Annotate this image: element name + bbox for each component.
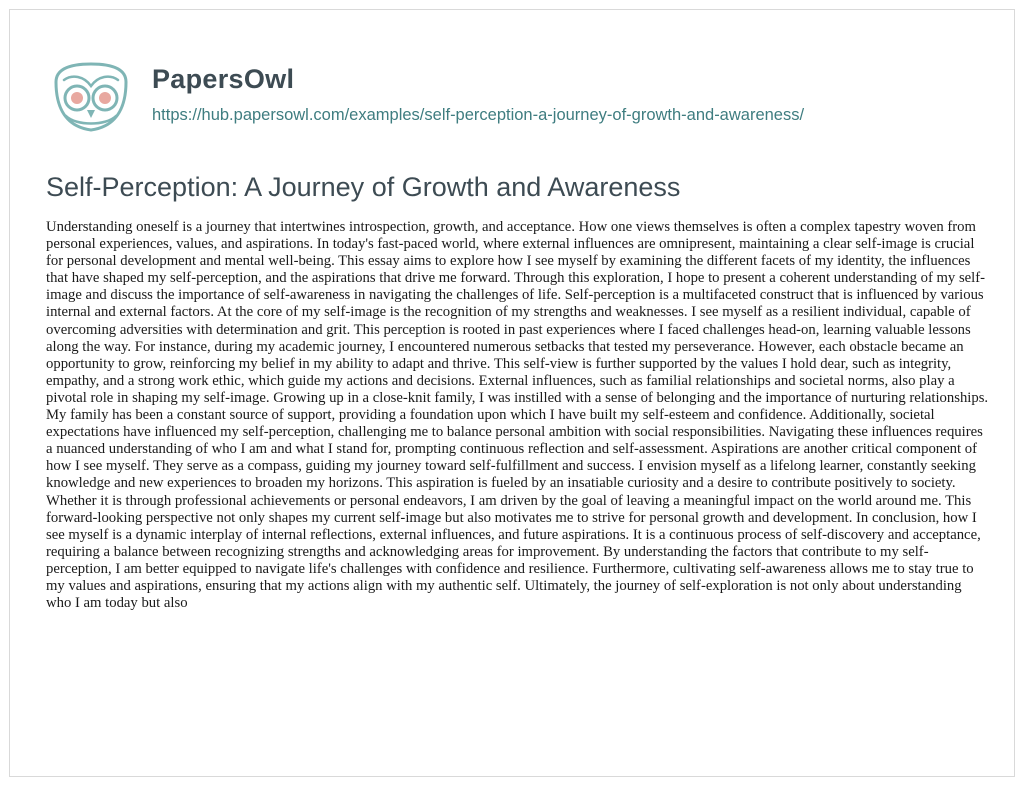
essay-title: Self-Perception: A Journey of Growth and Awareness (46, 172, 681, 202)
page-header (46, 60, 986, 140)
owl-icon (46, 60, 136, 135)
source-url-link[interactable]: https://hub.papersowl.com/examples/self-perception-a-journey-of-growth-and-awareness/ (152, 106, 805, 124)
brand-name: PapersOwl (152, 64, 295, 94)
essay-body: Understanding oneself is a journey that intertwines introspection, growth, and acceptance. How one views themselves is often a complex tapestry woven from personal experiences, values, and aspirations. In today's fast-paced world, where external influences are omnipresent, maintaining a clear self-image is crucial for personal development and mental well-being. This essay aims to explore how I see myself by examining the different facets of my identity, the influences that have shaped my self-perception, and the aspirations that drive me forward. Through this exploration, I hope to present a coherent understanding of my self-image and discuss the importance of self-awareness in navigating the challenges of life. Self-perception is a multifaceted construct that is influenced by various internal and external factors. At the core of my self-image is the recognition of my strengths and weaknesses. I see myself as a resilient individual, capable of overcoming adversities with determination and grit. This perception is rooted in past experiences where I faced challenges head-on, learning valuable lessons along the way. For instance, during my academic journey, I encountered numerous setbacks that tested my perseverance. However, each obstacle became an opportunity to grow, reinforcing my belief in my ability to adapt and thrive. This self-view is further supported by the values I hold dear, such as integrity, empathy, and a strong work ethic, which guide my actions and decisions. External influences, such as familial relationships and societal norms, also play a pivotal role in shaping my self-image. Growing up in a close-knit family, I was instilled with a sense of belonging and the importance of nurturing relationships. My family has been a constant source of support, providing a foundation upon which I have built my self-esteem and confidence. Additionally, societal expectations have influenced my self-perception, challenging me to balance personal ambition with social responsibilities. Navigating these influences requires a nuanced understanding of who I am and what I stand for, prompting continuous reflection and self-assessment. Aspirations are another critical component of how I see myself. They serve as a compass, guiding my journey toward self-fulfillment and success. I envision myself as a lifelong learner, constantly seeking knowledge and new experiences to broaden my horizons. This aspiration is fueled by an insatiable curiosity and a desire to contribute positively to society. Whether it is through professional achievements or personal endeavors, I am driven by the goal of leaving a meaningful impact on the world around me. This forward-looking perspective not only shapes my current self-image but also motivates me to strive for personal growth and development. In conclusion, how I see myself is a dynamic interplay of internal reflections, external influences, and future aspirations. It is a continuous process of self-discovery and acceptance, requiring a balance between recognizing strengths and acknowledging areas for improvement. By understanding the factors that contribute to my self-perception, I am better equipped to navigate life's challenges with confidence and resilience. Furthermore, cultivating self-awareness allows me to stay true to my values and aspirations, ensuring that my actions align with my authentic self. Ultimately, the journey of self-exploration is not only about understanding who I am today but also (46, 219, 989, 612)
